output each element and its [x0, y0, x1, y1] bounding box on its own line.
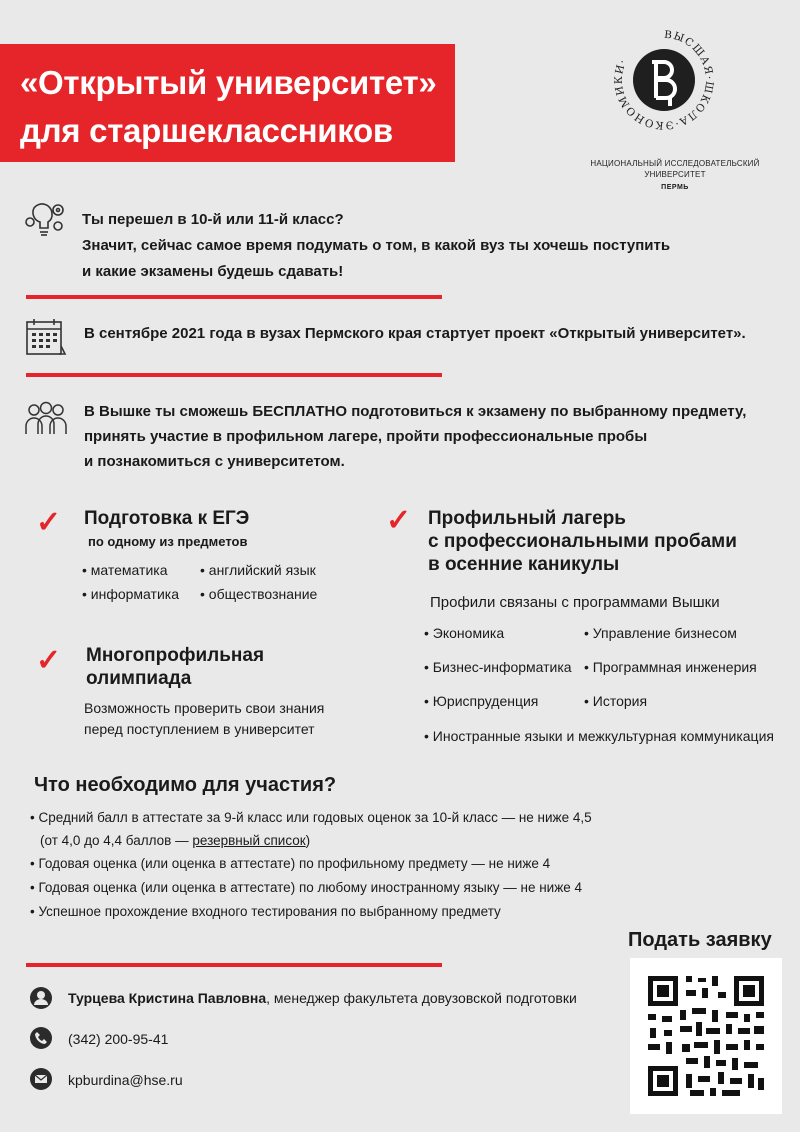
- requirement-reserve-suffix: ): [305, 833, 311, 848]
- ege-subtitle: по одному из предметов: [88, 534, 248, 549]
- requirement-item: • Годовая оценка (или оценка в аттестате) по профильному предмету — не ниже 4: [30, 856, 551, 871]
- university-name: НАЦИОНАЛЬНЫЙ ИССЛЕДОВАТЕЛЬСКИЙ УНИВЕРСИТЕТ: [590, 159, 760, 179]
- requirement-item: • Успешное прохождение входного тестирования по выбранному предмету: [30, 904, 501, 919]
- hse-logo: [612, 28, 716, 152]
- opportunity-line-1: В Вышке ты сможешь БЕСПЛАТНО подготовиться к экзамену по выбранному предмету,: [84, 403, 747, 420]
- olympiad-desc-2: перед поступлением в университет: [84, 721, 315, 737]
- check-icon: ✓: [36, 506, 62, 539]
- logo-ring-text: ВЫСШАЯ·ШКОЛА·ЭКОНОМИКИ·: [612, 28, 716, 132]
- contact-phone[interactable]: (342) 200-95-41: [68, 1031, 169, 1047]
- people-group-icon: [22, 400, 70, 448]
- ege-subject: • информатика: [82, 586, 179, 602]
- mail-icon: [30, 1068, 52, 1090]
- contact-role: , менеджер факультета довузовской подготовки: [266, 990, 577, 1006]
- requirement-reserve-prefix: (от 4,0 до 4,4 баллов —: [40, 833, 193, 848]
- olympiad-title-2: олимпиада: [86, 668, 192, 689]
- opportunity-line-3: и познакомиться с университетом.: [84, 453, 345, 470]
- contact-person: [68, 990, 577, 1006]
- opportunity-line-2: принять участие в профильном лагере, пройти профессиональные пробы: [84, 428, 648, 445]
- requirement-item: • Средний балл в аттестате за 9-й класс или годовых оценок за 10-й класс — не ниже 4,5: [30, 810, 592, 825]
- olympiad-title-1: Многопрофильная: [86, 645, 265, 666]
- intro-line-3: и какие экзамены будешь сдавать!: [82, 263, 344, 280]
- requirement-item: • Годовая оценка (или оценка в аттестате) по любому иностранному языку — не ниже 4: [30, 880, 583, 895]
- ege-subject: • обществознание: [200, 586, 318, 602]
- title-line-1: «Открытый университет»: [20, 64, 437, 101]
- intro-line-2: Значит, сейчас самое время подумать о том, в какой вуз ты хочешь поступить: [82, 237, 671, 254]
- camp-profile: • История: [584, 693, 648, 709]
- camp-profile: • Программная инженерия: [584, 659, 757, 675]
- phone-icon: [30, 1027, 52, 1049]
- qr-code[interactable]: [630, 958, 782, 1114]
- title-banner: [0, 44, 455, 162]
- divider-2: [26, 373, 442, 377]
- contact-name: Турцева Кристина Павловна: [68, 990, 267, 1006]
- camp-profile: • Иностранные языки и межкультурная коммуникация: [424, 728, 774, 744]
- camp-profiles-intro: Профили связаны с программами Вышки: [430, 594, 720, 611]
- camp-title-2: с профессиональными пробами: [428, 531, 737, 552]
- requirements-title: Что необходимо для участия?: [34, 774, 337, 796]
- camp-title-1: Профильный лагерь: [428, 508, 626, 529]
- brain-gears-icon: [20, 198, 68, 246]
- ege-title: Подготовка к ЕГЭ: [84, 508, 250, 529]
- camp-title-3: в осенние каникулы: [428, 554, 620, 575]
- requirement-item-reserve: [40, 829, 310, 852]
- divider-3: [26, 963, 442, 967]
- check-icon: ✓: [36, 644, 62, 677]
- camp-profile: • Управление бизнесом: [584, 625, 737, 641]
- reserve-list-link[interactable]: резервный список: [192, 833, 306, 848]
- intro-line-1: Ты перешел в 10-й или 11-й класс?: [82, 211, 344, 228]
- title-line-2: для старшеклассников: [20, 112, 393, 149]
- apply-title: Подать заявку: [628, 929, 772, 951]
- ege-subject: • математика: [82, 562, 168, 578]
- camp-profile: • Экономика: [424, 625, 505, 641]
- camp-profile: • Юриспруденция: [424, 693, 539, 709]
- contact-email[interactable]: kpburdina@hse.ru: [68, 1072, 183, 1088]
- divider-1: [26, 295, 442, 299]
- check-icon: ✓: [386, 504, 412, 537]
- calendar-icon: [24, 316, 68, 360]
- camp-profile: • Бизнес-информатика: [424, 659, 572, 675]
- announce-text: В сентябре 2021 года в вузах Пермского края стартует проект «Открытый университет».: [84, 325, 746, 342]
- olympiad-desc-1: Возможность проверить свои знания: [84, 700, 325, 716]
- person-icon: [30, 987, 52, 1009]
- ege-subject: • английский язык: [200, 562, 316, 578]
- university-city: ПЕРМЬ: [661, 184, 689, 191]
